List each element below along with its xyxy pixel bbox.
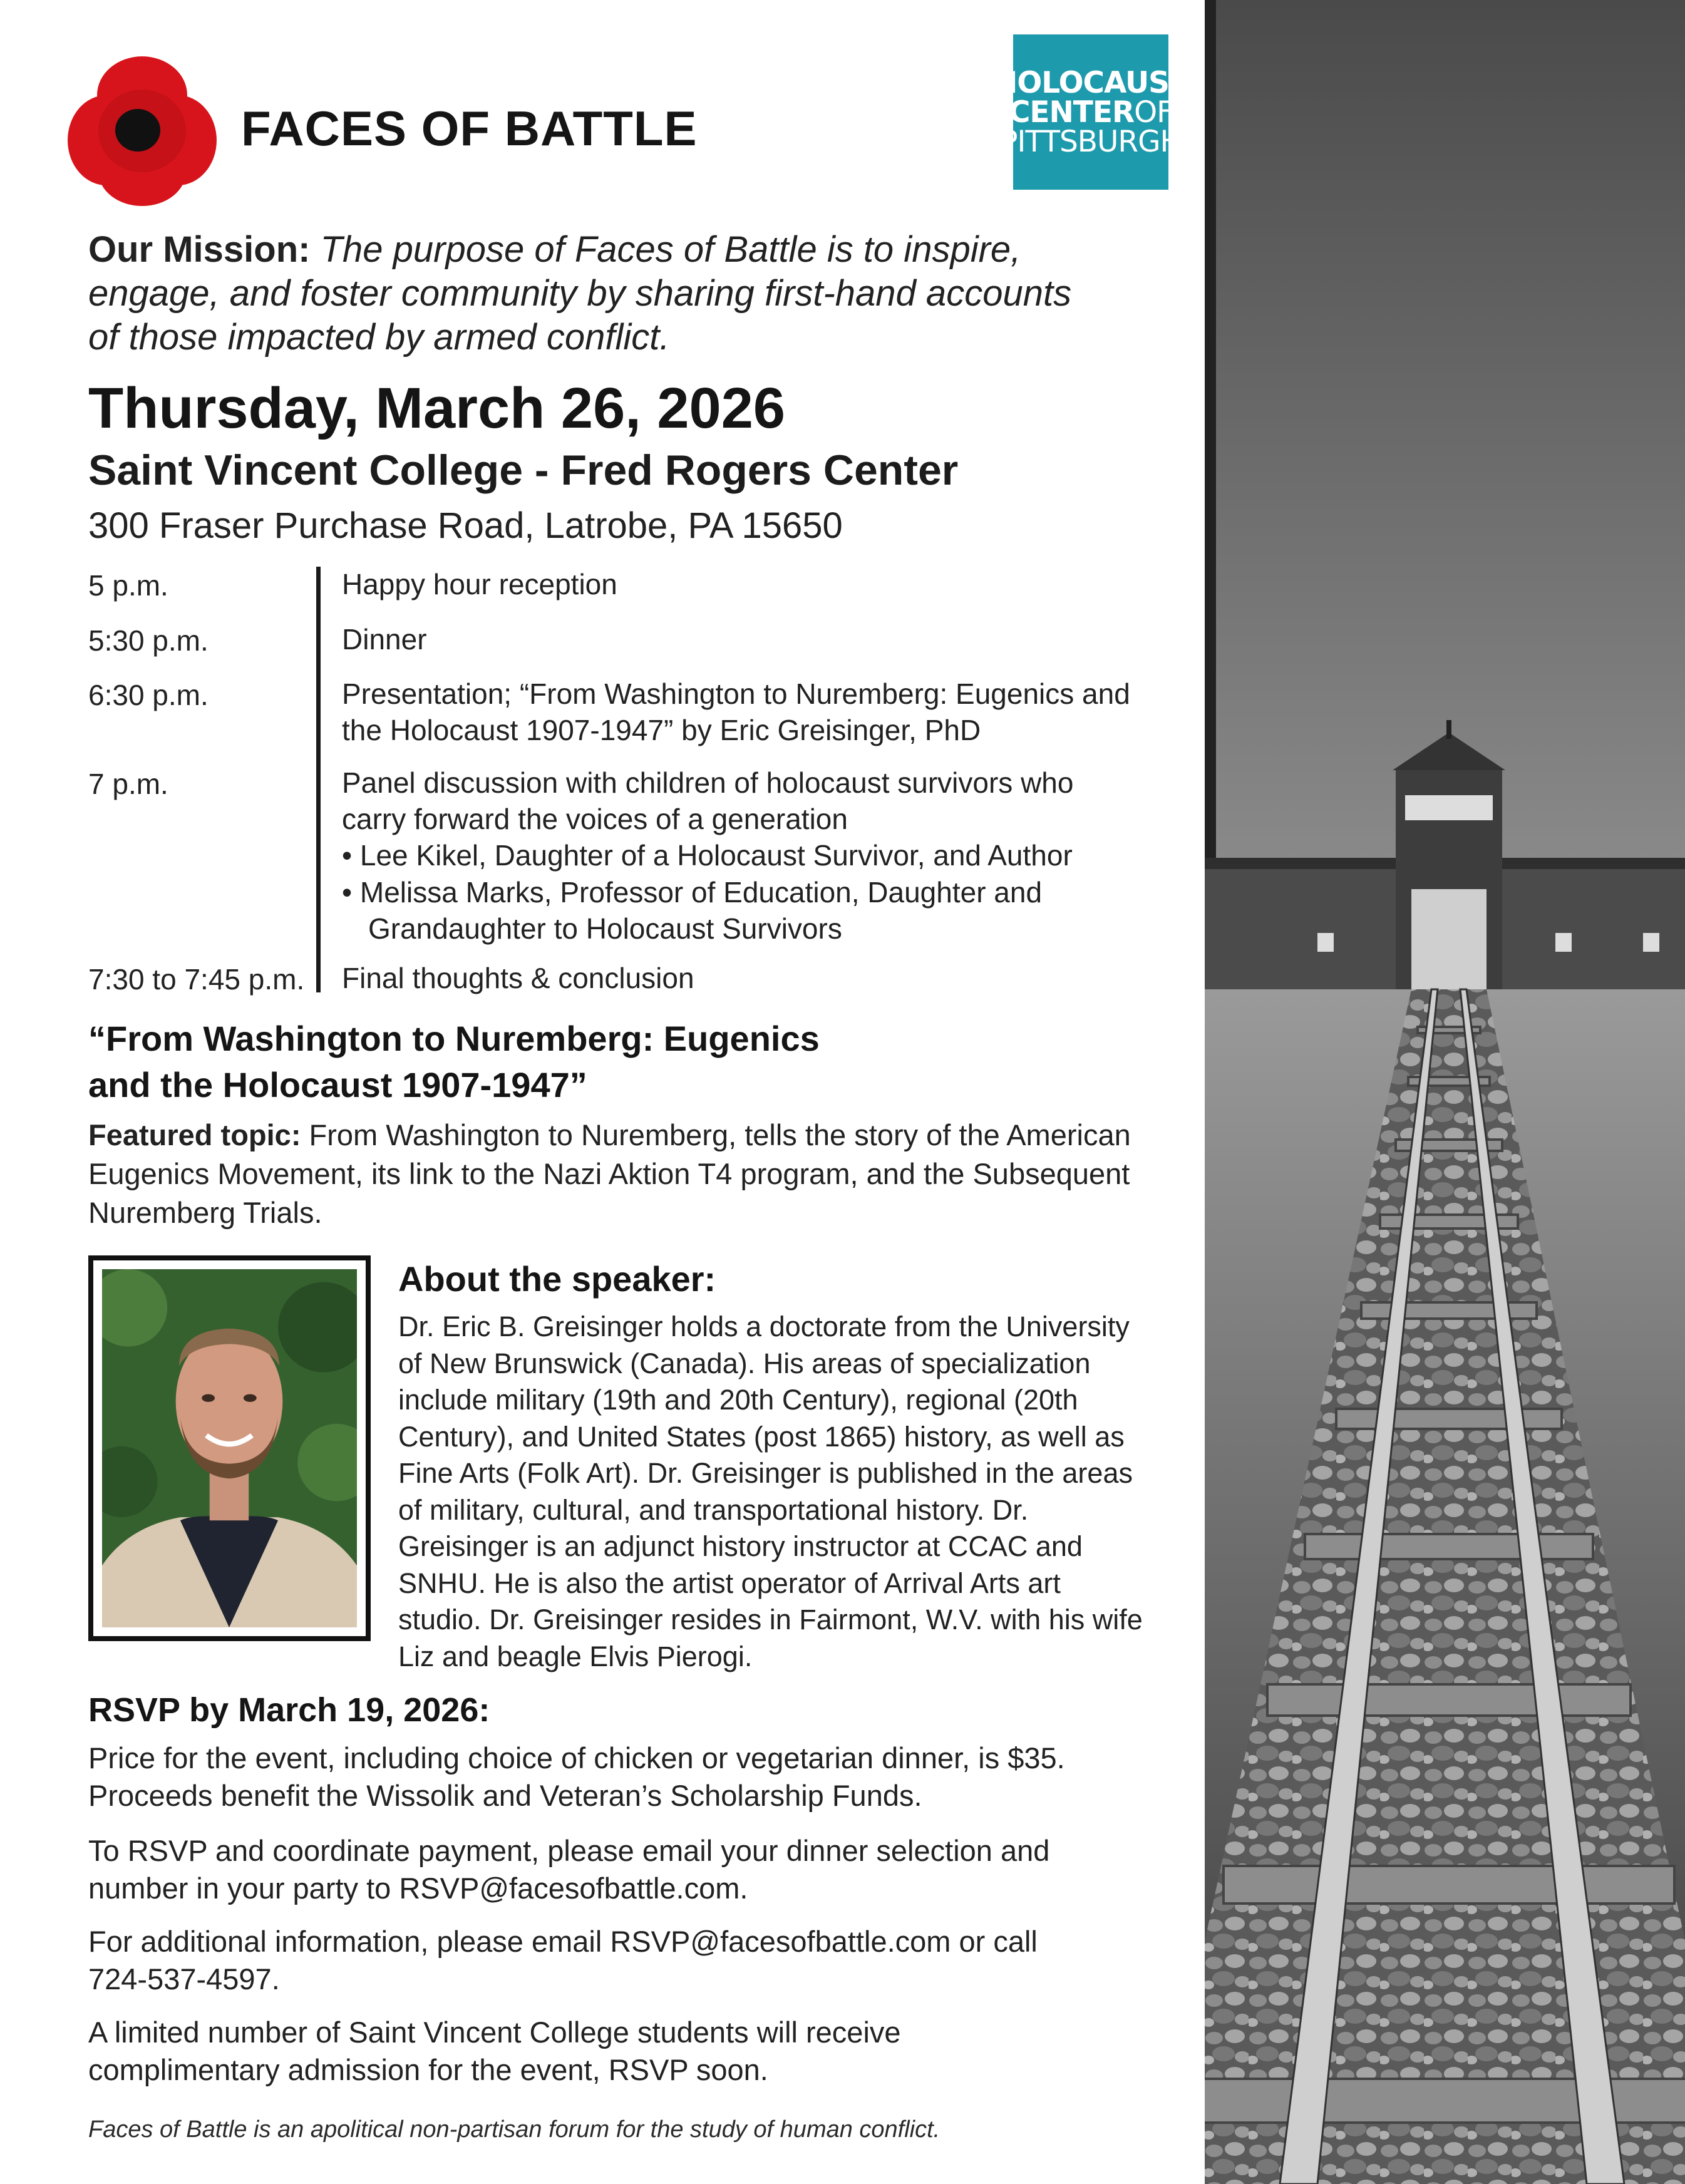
schedule-time: 5:30 p.m.	[88, 624, 209, 657]
about-speaker-title: About the speaker:	[398, 1259, 716, 1299]
speaker-bio: Dr. Eric B. Greisinger holds a doctorate from the University of New Brunswick (Canada). His areas of specialization include military (19th and 20th Century), regional (20th Century), and United States (post 1865) history, as well as Fine Arts (Folk Art). Dr. Greisinger is published in the areas of military, cultural, and transportational history. Dr. Greisinger is an adjunct history instructor at CCAC and SNHU. He is also the artist operator of Arrival Arts art studio. Dr. Greisinger resides in Fairmont, W.V. with his wife Liz and beagle Elvis Pierogi.	[398, 1311, 1143, 1672]
logo-line-1: HOLOCAUST	[993, 65, 1189, 100]
poppy-logo	[64, 53, 220, 209]
panelist-item: • Melissa Marks, Professor of Education, Daughter and Grandaughter to Holocaust Survivors	[342, 876, 1043, 945]
logo-line-3: PITTSBURGH	[1000, 124, 1182, 159]
event-address: 300 Fraser Purchase Road, Latrobe, PA 15650	[88, 505, 843, 546]
topic-title: “From Washington to Nuremberg: Eugenics and the Holocaust 1907-1947”	[88, 1019, 820, 1105]
holocaust-center-logo	[993, 34, 1189, 190]
schedule-divider	[316, 567, 321, 992]
schedule-time: 6:30 p.m.	[88, 679, 209, 711]
org-name: FACES OF BATTLE	[241, 101, 698, 156]
schedule-desc: Dinner	[342, 623, 427, 656]
mission-statement	[88, 228, 1103, 359]
rsvp-instructions: To RSVP and coordinate payment, please email your dinner selection and number in your party to RSVP@facesofbattle.com.	[88, 1834, 1050, 1905]
railway-photo	[1205, 0, 1685, 2184]
speaker-portrait-image	[102, 1269, 357, 1627]
event-venue: Saint Vincent College - Fred Rogers Center	[88, 446, 959, 494]
schedule-time: 7:30 to 7:45 p.m.	[88, 963, 305, 996]
schedule-time: 7 p.m.	[88, 768, 168, 800]
schedule-desc: Presentation; “From Washington to Nuremberg: Eugenics and the Holocaust 1907-1947” by Eric Greisinger, PhD	[342, 677, 1130, 746]
featured-topic-label: Featured topic:	[88, 1118, 301, 1151]
schedule-desc: Happy hour reception	[342, 568, 617, 600]
rsvp-title: RSVP by March 19, 2026:	[88, 1691, 490, 1729]
student-admission: A limited number of Saint Vincent College students will receive complimentary admission for the event, RSVP soon.	[88, 2016, 901, 2086]
footer-note: Faces of Battle is an apolitical non-partisan forum for the study of human conflict.	[88, 2116, 940, 2143]
contact-info: For additional information, please email RSVP@facesofbattle.com or call 724-537-4597.	[88, 1925, 1038, 1996]
schedule-desc: Final thoughts & conclusion	[342, 962, 694, 994]
speaker-photo	[88, 1255, 371, 1641]
mission-label: Our Mission:	[88, 229, 311, 270]
featured-topic-text: From Washington to Nuremberg, tells the story of the American Eugenics Movement, its link to the Nazi Aktion T4 program, and the Subsequent Nuremberg Trials.	[88, 1118, 1131, 1229]
schedule-desc: Panel discussion with children of holocaust survivors who carry forward the voices of a generation	[342, 766, 1074, 835]
featured-topic	[88, 1116, 1140, 1232]
price-paragraph: Price for the event, including choice of chicken or vegetarian dinner, is $35. Proceeds benefit the Wissolik and Veteran’s Scholarship Funds.	[88, 1741, 1065, 1812]
logo-line-2: CENTEROF	[1008, 95, 1173, 130]
event-date: Thursday, March 26, 2026	[88, 376, 786, 440]
mission-text: The purpose of Faces of Battle is to inspire, engage, and foster community by sharing first-hand accounts of those impacted by armed conflict.	[88, 229, 1072, 358]
schedule-time: 5 p.m.	[88, 569, 168, 602]
panelist-item: • Lee Kikel, Daughter of a Holocaust Survivor, and Author	[342, 839, 1073, 872]
